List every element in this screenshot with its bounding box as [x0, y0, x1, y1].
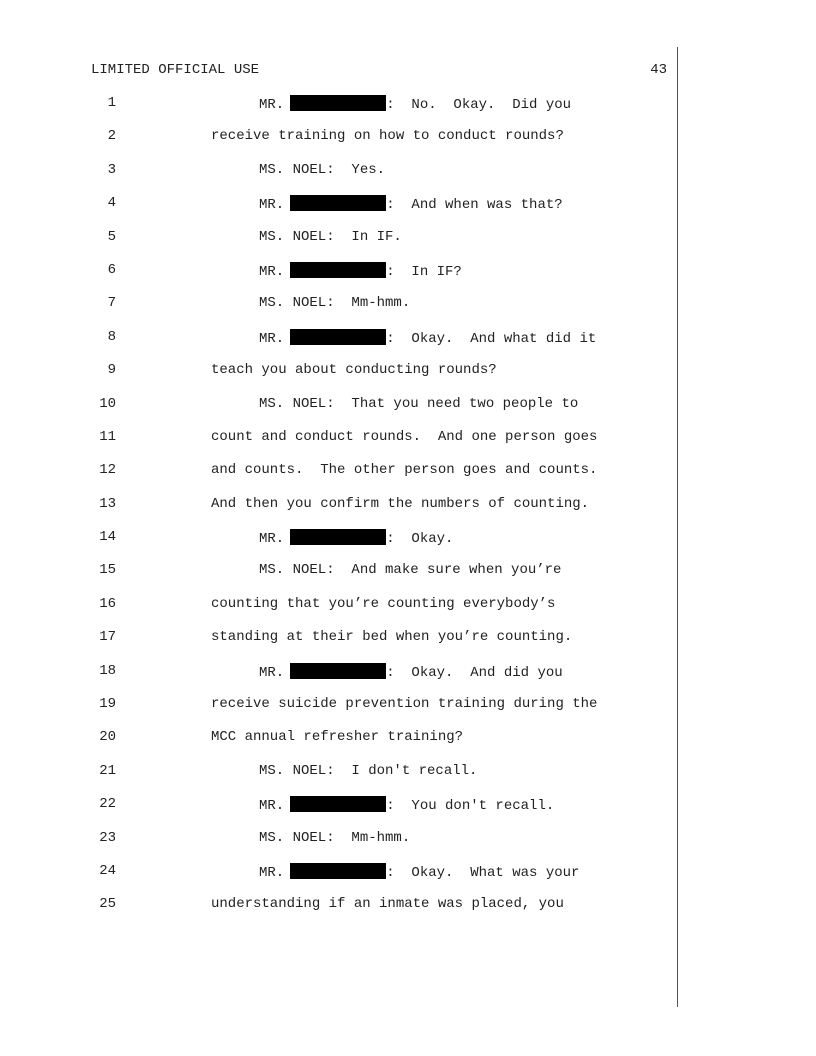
- redaction-box: [290, 529, 386, 545]
- line-text: [259, 229, 402, 245]
- transcript-line: [0, 663, 676, 696]
- line-content: MS. NOEL: Mm-hmm.: [259, 295, 411, 312]
- line-content: MS. NOEL: And make sure when you’re: [259, 562, 562, 579]
- line-content: : Okay. And what did it: [386, 330, 597, 347]
- line-content: : Okay. What was your: [386, 864, 580, 881]
- speaker-prefix: MR.: [259, 197, 285, 214]
- transcript-line: [0, 729, 676, 762]
- transcript-line: [0, 796, 676, 829]
- line-content: : Okay. And did you: [386, 664, 563, 681]
- margin-rule: [677, 47, 678, 1007]
- transcript-line: [0, 396, 676, 429]
- line-text: [211, 696, 597, 712]
- line-number: 22: [99, 796, 116, 813]
- line-text: [259, 663, 563, 681]
- redaction-box: [290, 796, 386, 812]
- line-number: 14: [99, 529, 116, 546]
- speaker-prefix: MR.: [259, 531, 285, 548]
- transcript-line: [0, 596, 676, 629]
- line-content: MS. NOEL: I don't recall.: [259, 762, 478, 779]
- line-content: MS. NOEL: Yes.: [259, 161, 386, 178]
- line-text: [259, 195, 563, 213]
- redaction-box: [290, 195, 386, 211]
- speaker-prefix: MR.: [259, 664, 285, 681]
- page-header-label: LIMITED OFFICIAL USE: [91, 62, 260, 78]
- line-text: [259, 863, 579, 881]
- redaction-box: [290, 262, 386, 278]
- line-content: MCC annual refresher training?: [211, 729, 464, 746]
- transcript-line: [0, 529, 676, 562]
- line-text: [259, 830, 410, 846]
- transcript-line: [0, 562, 676, 595]
- redaction-box: [290, 863, 386, 879]
- transcript-line: [0, 195, 676, 228]
- line-number: 25: [99, 896, 116, 913]
- line-content: teach you about conducting rounds?: [211, 362, 497, 379]
- line-text: [259, 562, 561, 578]
- line-number: 12: [99, 462, 116, 479]
- line-text: [259, 796, 554, 814]
- line-text: [211, 462, 597, 478]
- line-content: And then you confirm the numbers of counting.: [211, 495, 590, 512]
- transcript-line: [0, 128, 676, 161]
- line-content: : Okay.: [386, 531, 454, 548]
- line-text: [211, 128, 564, 144]
- line-number: 7: [107, 295, 116, 312]
- line-number: 19: [99, 696, 116, 713]
- line-text: [211, 629, 572, 645]
- line-number: 2: [107, 128, 116, 145]
- line-number: 3: [107, 161, 116, 178]
- line-text: [211, 496, 589, 512]
- transcript-line: [0, 262, 676, 295]
- transcript-line: [0, 95, 676, 128]
- transcript-line: [0, 629, 676, 662]
- line-content: MS. NOEL: In IF.: [259, 228, 402, 245]
- transcript-line: [0, 763, 676, 796]
- line-text: [259, 262, 462, 280]
- line-content: MS. NOEL: Mm-hmm.: [259, 829, 411, 846]
- line-number: 9: [107, 362, 116, 379]
- line-text: [211, 362, 497, 378]
- line-content: count and conduct rounds. And one person goes: [211, 428, 598, 445]
- line-content: : No. Okay. Did you: [386, 97, 572, 113]
- line-text: [211, 596, 555, 612]
- line-text: [259, 529, 453, 547]
- speaker-prefix: MR.: [259, 263, 285, 280]
- transcript-line: [0, 229, 676, 262]
- transcript-line: [0, 863, 676, 896]
- line-text: [259, 329, 596, 347]
- line-text: [259, 295, 410, 311]
- line-number: 10: [99, 395, 116, 412]
- line-number: 17: [99, 629, 116, 646]
- line-content: receive suicide prevention training during the: [211, 696, 598, 713]
- line-number: 24: [99, 862, 116, 879]
- line-text: [211, 429, 597, 445]
- line-number: 11: [99, 428, 116, 445]
- transcript-line: [0, 462, 676, 495]
- line-content: counting that you’re counting everybody’s: [211, 595, 556, 612]
- line-number: 4: [107, 195, 116, 212]
- redaction-box: [290, 95, 386, 111]
- line-text: [211, 729, 463, 745]
- redaction-box: [290, 663, 386, 679]
- line-number: 20: [99, 729, 116, 746]
- line-content: receive training on how to conduct rounds?: [211, 128, 564, 145]
- line-number: 16: [99, 595, 116, 612]
- line-number: 13: [99, 495, 116, 512]
- transcript-line: [0, 429, 676, 462]
- transcript-lines: [0, 95, 676, 930]
- line-content: : And when was that?: [386, 197, 563, 214]
- line-text: [259, 396, 578, 412]
- speaker-prefix: MR.: [259, 97, 285, 113]
- line-content: : In IF?: [386, 263, 462, 280]
- transcript-line: [0, 162, 676, 195]
- line-text: [259, 95, 571, 113]
- transcript-line: [0, 896, 676, 929]
- line-number: 15: [99, 562, 116, 579]
- line-text: [259, 763, 477, 779]
- line-content: and counts. The other person goes and counts.: [211, 462, 598, 479]
- line-number: 6: [107, 261, 116, 278]
- line-text: [211, 896, 564, 912]
- page-number: 43: [650, 62, 667, 78]
- line-text: [259, 162, 385, 178]
- redaction-box: [290, 329, 386, 345]
- transcript-line: [0, 696, 676, 729]
- transcript-line: [0, 329, 676, 362]
- line-content: understanding if an inmate was placed, you: [211, 896, 564, 913]
- speaker-prefix: MR.: [259, 330, 285, 347]
- line-content: standing at their bed when you’re counting.: [211, 629, 573, 646]
- line-content: MS. NOEL: That you need two people to: [259, 395, 579, 412]
- transcript-line: [0, 295, 676, 328]
- line-number: 8: [107, 328, 116, 345]
- line-number: 5: [107, 228, 116, 245]
- transcript-line: [0, 496, 676, 529]
- line-content: : You don't recall.: [386, 798, 555, 815]
- line-number: 1: [107, 95, 116, 111]
- speaker-prefix: MR.: [259, 798, 285, 815]
- line-number: 21: [99, 762, 116, 779]
- line-number: 18: [99, 662, 116, 679]
- line-number: 23: [99, 829, 116, 846]
- transcript-line: [0, 830, 676, 863]
- speaker-prefix: MR.: [259, 864, 285, 881]
- transcript-line: [0, 362, 676, 395]
